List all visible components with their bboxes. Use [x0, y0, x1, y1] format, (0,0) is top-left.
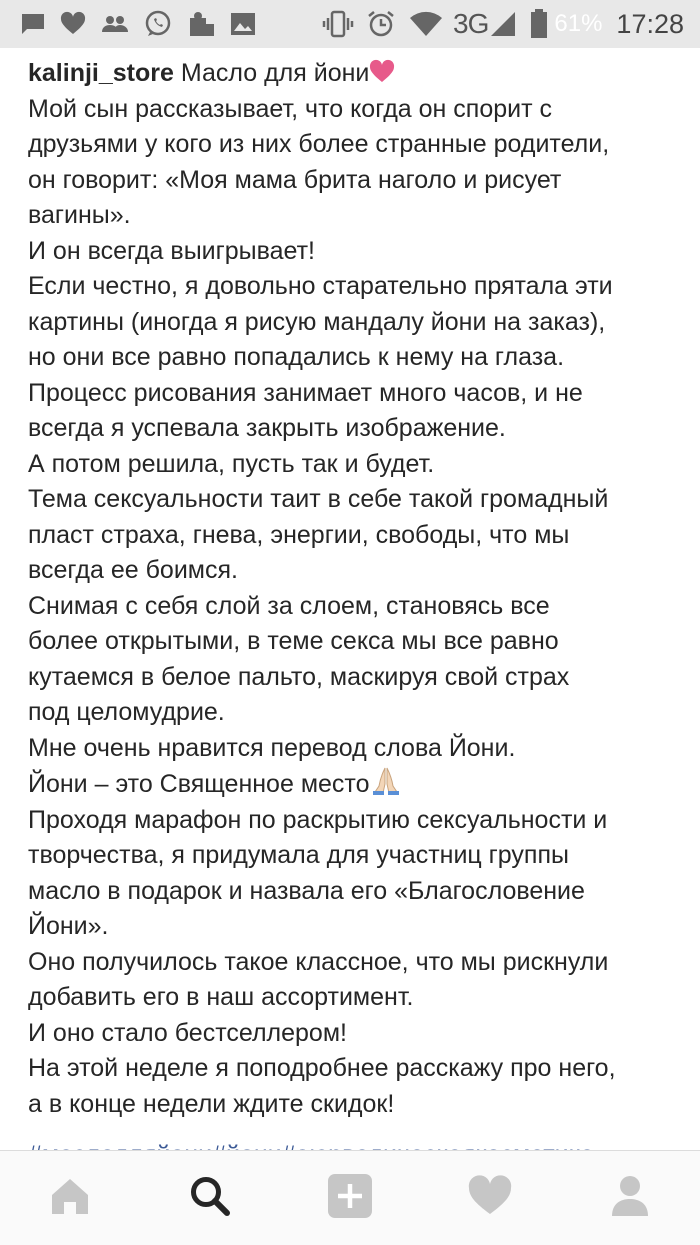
caption-line: вагины».: [28, 201, 131, 229]
viber-icon: [144, 10, 172, 38]
username-link[interactable]: kalinji_store: [28, 59, 174, 87]
caption-line: И оно стало бестселлером!: [28, 1018, 347, 1047]
caption-line: Мой сын рассказывает, что когда он спорит с: [28, 94, 552, 123]
caption-line: Йони».: [28, 912, 109, 940]
caption-line: И он всегда выигрывает!: [28, 236, 315, 265]
tab-activity[interactable]: [450, 1158, 530, 1238]
caption-line: Оно получилось такое классное, что мы рискнули: [28, 947, 609, 976]
activity-icon: [467, 1176, 513, 1221]
heart-icon: [60, 12, 86, 36]
profile-icon: [610, 1174, 650, 1223]
caption-line: добавить его в наш ассортимент.: [28, 983, 414, 1011]
caption-line: картины (иногда я рисую мандалу йони на заказ),: [28, 307, 606, 336]
people-icon: [100, 12, 130, 36]
caption-line: а в конце недели ждите скидок!: [28, 1089, 395, 1118]
pink-heart-emoji-icon: [369, 59, 395, 87]
caption-line: Процесс рисования занимает много часов, и не: [28, 378, 583, 407]
praying-hands-emoji-icon: [369, 770, 403, 798]
caption-line: друзьями у кого из них более странные родители,: [28, 130, 610, 158]
caption-line: На этой неделе я поподробнее расскажу про него,: [28, 1054, 616, 1082]
status-bar: [0, 0, 700, 48]
add-post-icon: [326, 1172, 374, 1225]
network-type: 3G: [453, 8, 489, 39]
caption-line: масло в подарок и назвала его «Благословение: [28, 876, 585, 905]
caption-line: Мне очень нравится перевод слова Йони.: [28, 733, 516, 762]
bottom-tab-bar: [0, 1150, 700, 1245]
battery-icon: [530, 9, 548, 39]
tab-profile[interactable]: [590, 1158, 670, 1238]
battery-percent: 61%: [554, 10, 603, 37]
clock: 17:28: [616, 8, 684, 39]
caption-line: Тема сексуальности таит в себе такой громадный: [28, 485, 609, 513]
tab-home[interactable]: [30, 1158, 110, 1238]
signal-icon: [490, 11, 516, 37]
caption-line: Если честно, я довольно старательно прятала эти: [28, 272, 613, 300]
caption-line: Снимая с себя слой за слоем, становясь все: [28, 591, 550, 620]
caption-line: всегда я успевала закрыть изображение.: [28, 414, 506, 442]
tab-new-post[interactable]: [310, 1158, 390, 1238]
vibrate-icon: [323, 11, 353, 37]
caption-line: А потом решила, пусть так и будет.: [28, 449, 435, 478]
image-icon: [230, 12, 256, 36]
post-caption: [28, 56, 680, 1122]
search-icon: [188, 1174, 232, 1223]
tab-search[interactable]: [170, 1158, 250, 1238]
caption-line: но они все равно попадались к нему на глаза.: [28, 343, 565, 371]
caption-line: он говорит: «Моя мама брита наголо и рисует: [28, 165, 562, 194]
caption-line: всегда ее боимся.: [28, 556, 238, 584]
wifi-icon: [409, 11, 443, 37]
caption-header: [28, 56, 680, 92]
caption-line: пласт страха, гнева, энергии, свободы, что мы: [28, 520, 570, 549]
caption-line-with-emoji: [28, 766, 680, 803]
alarm-icon: [367, 10, 395, 38]
caption-text: Йони – это Священное место: [28, 770, 370, 798]
message-icon: [20, 12, 46, 36]
home-icon: [48, 1176, 92, 1221]
caption-line: творчества, я придумала для участниц группы: [28, 841, 569, 869]
caption-line: кутаемся в белое пальто, маскируя свой страх: [28, 662, 570, 691]
notification-icon: [186, 10, 216, 38]
caption-line: под целомудрие.: [28, 698, 225, 726]
post-title: Масло для йони: [180, 59, 370, 87]
caption-line: Проходя марафон по раскрытию сексуальности и: [28, 805, 608, 834]
caption-line: более открытыми, в теме секса мы все равно: [28, 627, 559, 655]
